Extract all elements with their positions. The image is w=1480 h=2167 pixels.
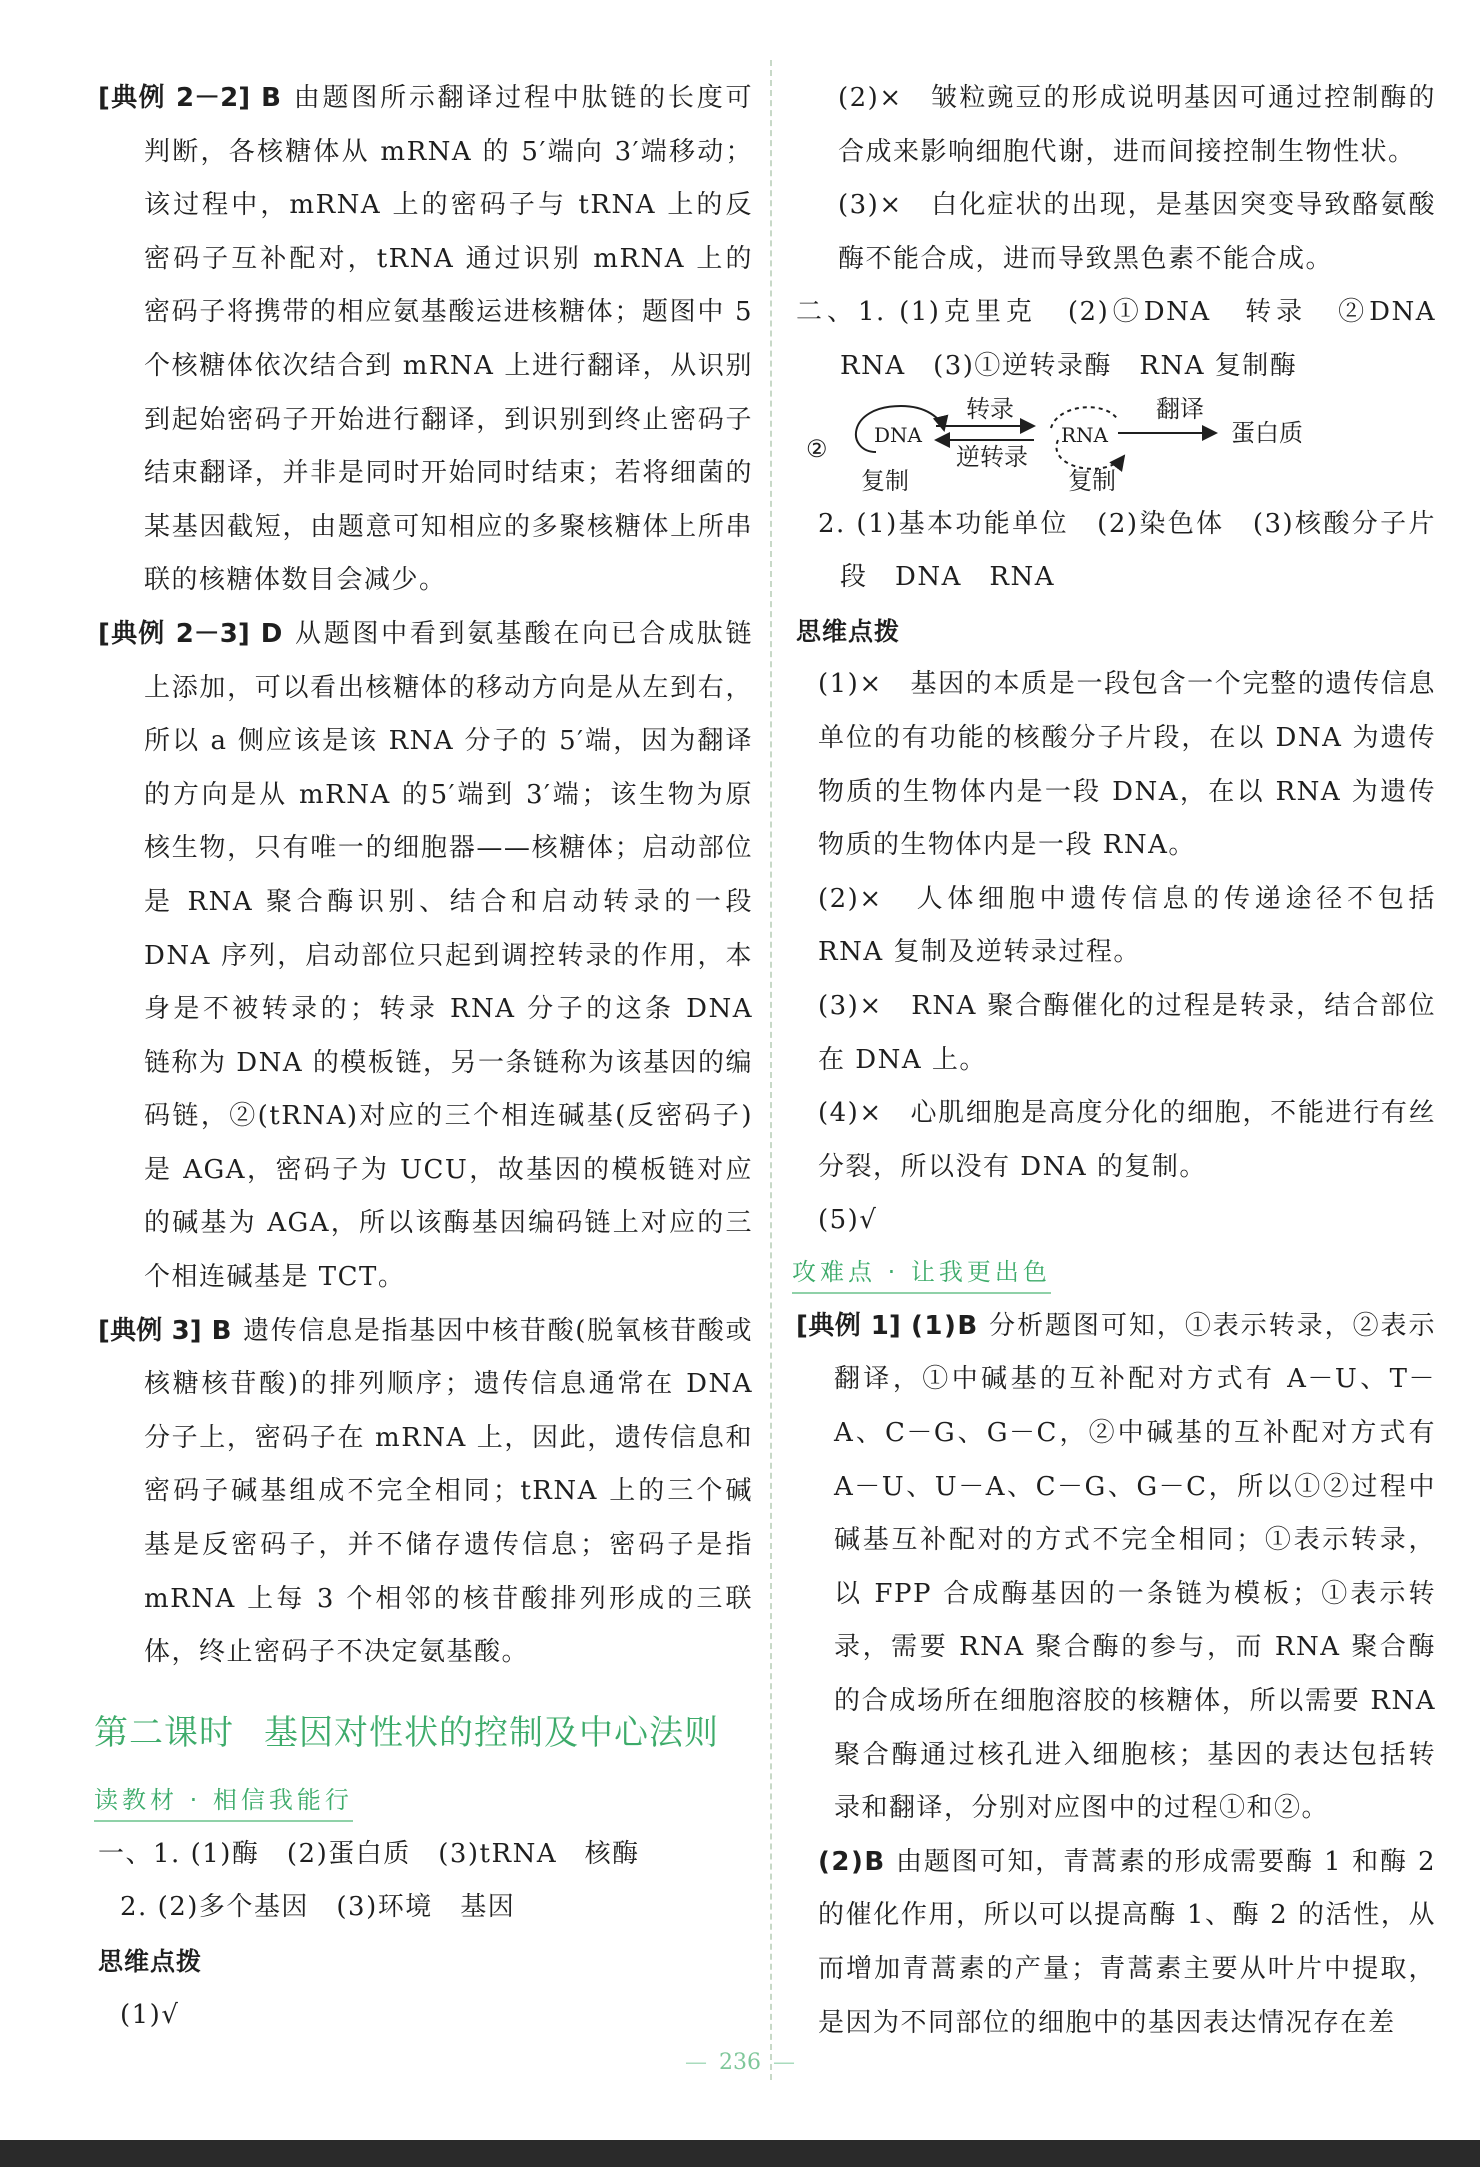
rna-label: RNA (1061, 422, 1109, 447)
bottom-scan-bar (0, 2140, 1480, 2167)
thinking-heading: 思维点拨 (98, 1947, 203, 1976)
thinking-item-3: (3)× 白化症状的出现，是基因突变导致酪氨酸酶不能合成，进而导致黑色素不能合成。 (838, 190, 1436, 274)
lesson-title (94, 1698, 753, 1768)
example-2-3 (98, 608, 753, 1305)
thinking-heading: 思维点拨 (796, 616, 901, 646)
thinking-item-r5: (5)√ (818, 1205, 878, 1236)
example-tag: [典例 2－3] (98, 618, 250, 649)
dna-replication-label: 复制 (861, 466, 909, 495)
answer-letter: D (260, 618, 284, 649)
column-divider (770, 60, 772, 2080)
reverse-transcription-label: 逆转录 (956, 442, 1028, 471)
example-tag: [典例 2－2] (98, 83, 251, 113)
example-text: 遗传信息是指基因中核苷酸(脱氧核苷酸或核糖核苷酸)的排列顺序；遗传信息通常在 DNA 分子上，密码子在 mRNA 上，因此，遗传信息和密码子碱基组成不完全相同；tRNA 上的三个碱基是反密码子，并不储存遗传信息；密码子是指 mRNA 上每 3 个相邻的核苷酸排列形成的三联体，终止密码子不决定氨基酸。 (144, 1315, 753, 1668)
example-3 (98, 1305, 753, 1680)
example-text: 从题图中看到氨基酸在向已合成肽链上添加，可以看出核糖体的移动方向是从左到右，所以 a 侧应该是该 RNA 分子的 5′端，因为翻译的方向是从 mRNA 的5′端到 3′端；该生物为原核生物，只有唯一的细胞器——核糖体；启动部位是 RNA 聚合酶识别、结合和启动转录的一段 DNA 序列，启动部位只起到调控转录的作用，本身是不被转录的；转录 RNA 分子的这条 DNA 链称为 DNA 的模板链，另一条链称为该基因的编码链，②(tRNA)对应的三个相连碱基(反密码子)是 AGA，密码子为 UCU，故基因的模板链对应的碱基为 AGA，所以该酶基因编码链上对应的三个相连碱基是 TCT。 (144, 618, 754, 1293)
lesson-number: 第二课时 (94, 1712, 234, 1753)
example-text: 由题图所示翻译过程中肽链的长度可判断，各核糖体从 mRNA 的 5′端向 3′端移动；该过程中，mRNA 上的密码子与 tRNA 上的反密码子互补配对，tRNA 通过识别 mRNA 上的密码子将携带的相应氨基酸运进核糖体；题图中 5 个核糖体依次结合到 mRNA 上进行翻译，从识别到起始密码子开始进行翻译，到识别到终止密码子结束翻译，并非是同时开始同时结束；若将细菌的某基因截短，由题意可知相应的多聚核糖体上所串联的核糖体数目会减少。 (144, 83, 753, 596)
translation-label: 翻译 (1156, 394, 1204, 423)
answer-letter: (2)B (818, 1846, 886, 1877)
example-text: 由题图可知，青蒿素的形成需要酶 1 和酶 2 的催化作用，所以可以提高酶 1、酶 2 的活性，从而增加青蒿素的产量；青蒿素主要从叶片中提取，是因为不同部位的细胞中的基因表达情况存在差 (818, 1846, 1436, 2038)
diagram-number: ② (806, 434, 828, 463)
thinking-item-r1: (1)× 基因的本质是一段包含一个完整的遗传信息单位的有功能的核酸分子片段，在以 DNA 为遗传物质的生物体内是一段 DNA，在以 RNA 为遗传物质的生物体内是一段 RNA。 (818, 669, 1436, 861)
transcription-label: 转录 (966, 394, 1014, 423)
example-2-2 (98, 72, 753, 608)
left-column (94, 72, 754, 2042)
thinking-item-2: (2)× 皱粒豌豆的形成说明基因可通过控制酶的合成来影响细胞代谢，进而间接控制生物性状。 (838, 83, 1436, 167)
answer-letter: B (261, 83, 283, 113)
answer-letter: B (211, 1315, 233, 1346)
example-1 (796, 1300, 1436, 1836)
answer-line-2: 2. (2)多个基因 (3)环境 基因 (120, 1892, 516, 1923)
example-1-part-2 (796, 1836, 1436, 2050)
section-read-textbook: 读教材 · 相信我能行 (94, 1780, 353, 1822)
page-number-value: 236 (719, 2050, 761, 2075)
section-hard-points: 攻难点 · 让我更出色 (792, 1252, 1051, 1294)
thinking-item-r2: (2)× 人体细胞中遗传信息的传递途径不包括 RNA 复制及逆转录过程。 (818, 883, 1436, 968)
rna-replication-label: 复制 (1068, 466, 1116, 495)
central-dogma-diagram (806, 394, 1426, 495)
thinking-item-r4: (4)× 心肌细胞是高度分化的细胞，不能进行有丝分裂，所以没有 DNA 的复制。 (818, 1098, 1436, 1182)
example-tag: [典例 1] (796, 1310, 901, 1341)
dna-label: DNA (874, 422, 922, 447)
right-column (792, 72, 1464, 2050)
example-tag: [典例 3] (98, 1315, 202, 1346)
thinking-item-r3: (3)× RNA 聚合酶催化的过程是转录，结合部位在 DNA 上。 (818, 990, 1436, 1075)
protein-label: 蛋白质 (1231, 418, 1303, 447)
answer-letter: (1)B (910, 1310, 979, 1341)
answer-section-2-2: 2. (1)基本功能单位 (2)染色体 (3)核酸分子片段 DNA RNA (818, 508, 1436, 593)
page-number: — 236 — (685, 2050, 795, 2075)
thinking-item-1: (1)√ (120, 1999, 180, 2030)
example-text: 分析题图可知，①表示转录，②表示翻译，①中碱基的互补配对方式有 A－U、T－A、C－G、G－C，②中碱基的互补配对方式有 A－U、U－A、C－G、G－C，所以①②过程中碱基互补配对的方式不完全相同；①表示转录，以 FPP 合成酶基因的一条链为模板；①表示转录，需要 RNA 聚合酶的参与，而 RNA 聚合酶的合成场所在细胞溶胶的核糖体，所以需要 RNA 聚合酶通过核孔进入细胞核；基因的表达包括转录和翻译，分别对应图中的过程①和②。 (834, 1310, 1436, 1824)
lesson-name: 基因对性状的控制及中心法则 (264, 1712, 719, 1753)
answer-section-2: 二、1. (1)克里克 (2)①DNA 转录 ②DNA RNA (3)①逆转录酶 RNA 复制酶 (796, 297, 1464, 381)
answer-line-1: 一、1. (1)酶 (2)蛋白质 (3)tRNA 核酶 (98, 1838, 640, 1869)
